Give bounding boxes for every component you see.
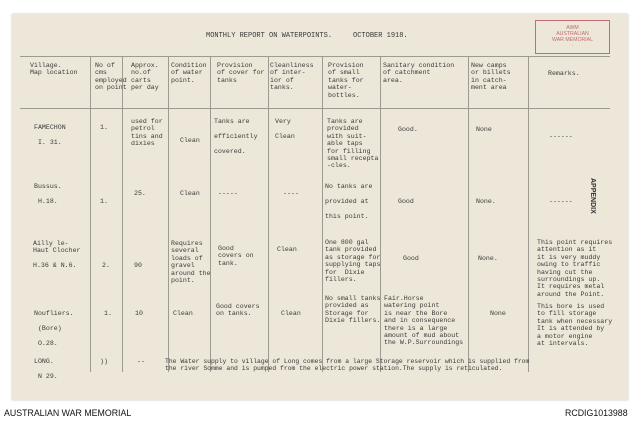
header-remarks: Remarks. <box>548 70 580 77</box>
noufliers-condition: Clean <box>173 310 193 317</box>
famechon-taps: Tanks are provided with suit- able taps for filling small recepta -cles. <box>327 118 379 170</box>
header-bottom-rule <box>20 108 610 109</box>
footer-institution: AUSTRALIAN WAR MEMORIAL <box>4 408 132 418</box>
famechon-sanitary: Good. <box>398 126 418 133</box>
bussus-condition: Clean <box>180 190 200 197</box>
column-divider <box>268 56 269 372</box>
noufliers-approx: 10 <box>135 310 143 317</box>
stamp-line-3: WAR MEMORIAL <box>551 37 594 43</box>
famechon-camps: None <box>476 126 492 133</box>
footer-record-id: RCDIG1013988 <box>565 408 628 418</box>
noufliers-camps: None <box>490 310 506 317</box>
bussus-approx: 25. <box>134 190 146 197</box>
stamp-line-2: AUSTRALIAN <box>556 31 589 37</box>
header-provision-cover: Provision of cover for tanks <box>217 62 265 84</box>
noufliers-cleanliness: Clean <box>281 310 301 317</box>
header-condition: Condition of water point. <box>171 62 207 84</box>
bussus-remarks: ------ <box>549 198 573 205</box>
bussus-cleanliness: ---- <box>283 190 299 197</box>
header-provision-taps: Provision of small tanks for water- bottles. <box>328 62 364 99</box>
noufliers-taps: No small tanks provided as Storage for Dixie fillers. <box>325 295 381 325</box>
famechon-village: FAMECHON I. 31. <box>34 124 66 146</box>
famechon-cover: Tanks are efficiently covered. <box>214 118 258 155</box>
noufliers-remarks: This bore is used to fill storage tank when necessary It is attended by a motor engine at intervals. <box>537 303 613 348</box>
header-cleanliness: Cleanliness of inter- ior of tanks. <box>270 62 314 92</box>
long-supply-note: The Water supply to village of Long comes from a large Storage reservoir which is supplied from the river Somme and is pumped from the electric power station.The supply is reticulated. <box>165 358 530 373</box>
column-divider <box>210 56 211 372</box>
famechon-condition: Clean <box>180 137 200 144</box>
appendix-note: APPENDIX <box>589 178 596 214</box>
bussus-camps: None. <box>476 198 496 205</box>
ailly-village: Ailly le- Haut Clocher H.36 & N.6. <box>33 240 81 270</box>
column-divider <box>90 56 91 372</box>
ailly-condition: Requires several loads of gravel around the point. <box>171 240 211 285</box>
famechon-remarks: ------ <box>549 133 573 140</box>
bussus-sanitary: Good <box>398 198 414 205</box>
header-approx-carts: Approx. no.of carts per day <box>131 62 159 92</box>
header-new-camps: New camps or billets in catch- ment area <box>471 62 511 92</box>
column-divider <box>122 56 123 372</box>
ailly-sanitary: Good <box>403 255 419 262</box>
header-top-rule <box>20 56 610 57</box>
stamp-line-1: AWM <box>566 25 579 31</box>
ailly-cover: Good covers on tank. <box>218 245 254 267</box>
header-village: Village. Map location <box>30 62 78 77</box>
long-approx: -- <box>137 358 145 365</box>
noufliers-sanitary: Fair.Horse watering point is near the Bore and in consequence there is a large amount of mud about the W.P.Surroundings <box>384 295 464 347</box>
ailly-taps: One 800 gal tank provided as storage for supplying taps for Dixie fillers. <box>325 239 381 284</box>
famechon-approx: used for petrol tins and dixies <box>131 118 163 148</box>
noufliers-carts: 1. <box>104 310 112 317</box>
stamp-line-4: · <box>571 43 574 49</box>
header-no-carts: No of cms employed on point <box>95 62 127 92</box>
bussus-carts: 1. <box>100 198 108 205</box>
long-carts: )) <box>100 358 108 365</box>
header-sanitary: Sanitary condition of catchment area. <box>383 62 455 84</box>
ailly-carts: 2. <box>102 262 110 269</box>
bussus-cover: ----- <box>218 190 238 197</box>
noufliers-village: Noufliers. (Bore) O.28. <box>34 310 74 347</box>
noufliers-cover: Good covers on tanks. <box>216 303 260 318</box>
report-title: MONTHLY REPORT ON WATERPOINTS. OCTOBER 1918. <box>206 32 408 40</box>
famechon-cleanliness: Very Clean <box>275 118 295 140</box>
ailly-camps: None. <box>478 255 498 262</box>
ailly-remarks: This point requires attention as it it is very muddy owing to traffic having cut the surroundings up. It requires metal around the Point. <box>537 239 613 298</box>
ailly-cleanliness: Clean <box>277 246 297 253</box>
memorial-stamp <box>535 20 610 54</box>
bussus-village: Bussus. H.18. <box>34 183 62 205</box>
long-village: LONG. N 29. <box>34 358 58 380</box>
column-divider <box>322 56 323 372</box>
column-divider <box>528 56 529 372</box>
famechon-carts: 1. <box>100 124 108 131</box>
ailly-approx: 90 <box>134 262 142 269</box>
column-divider <box>468 56 469 372</box>
bussus-taps: No tanks are provided at this point. <box>325 183 373 220</box>
column-divider <box>168 56 169 372</box>
